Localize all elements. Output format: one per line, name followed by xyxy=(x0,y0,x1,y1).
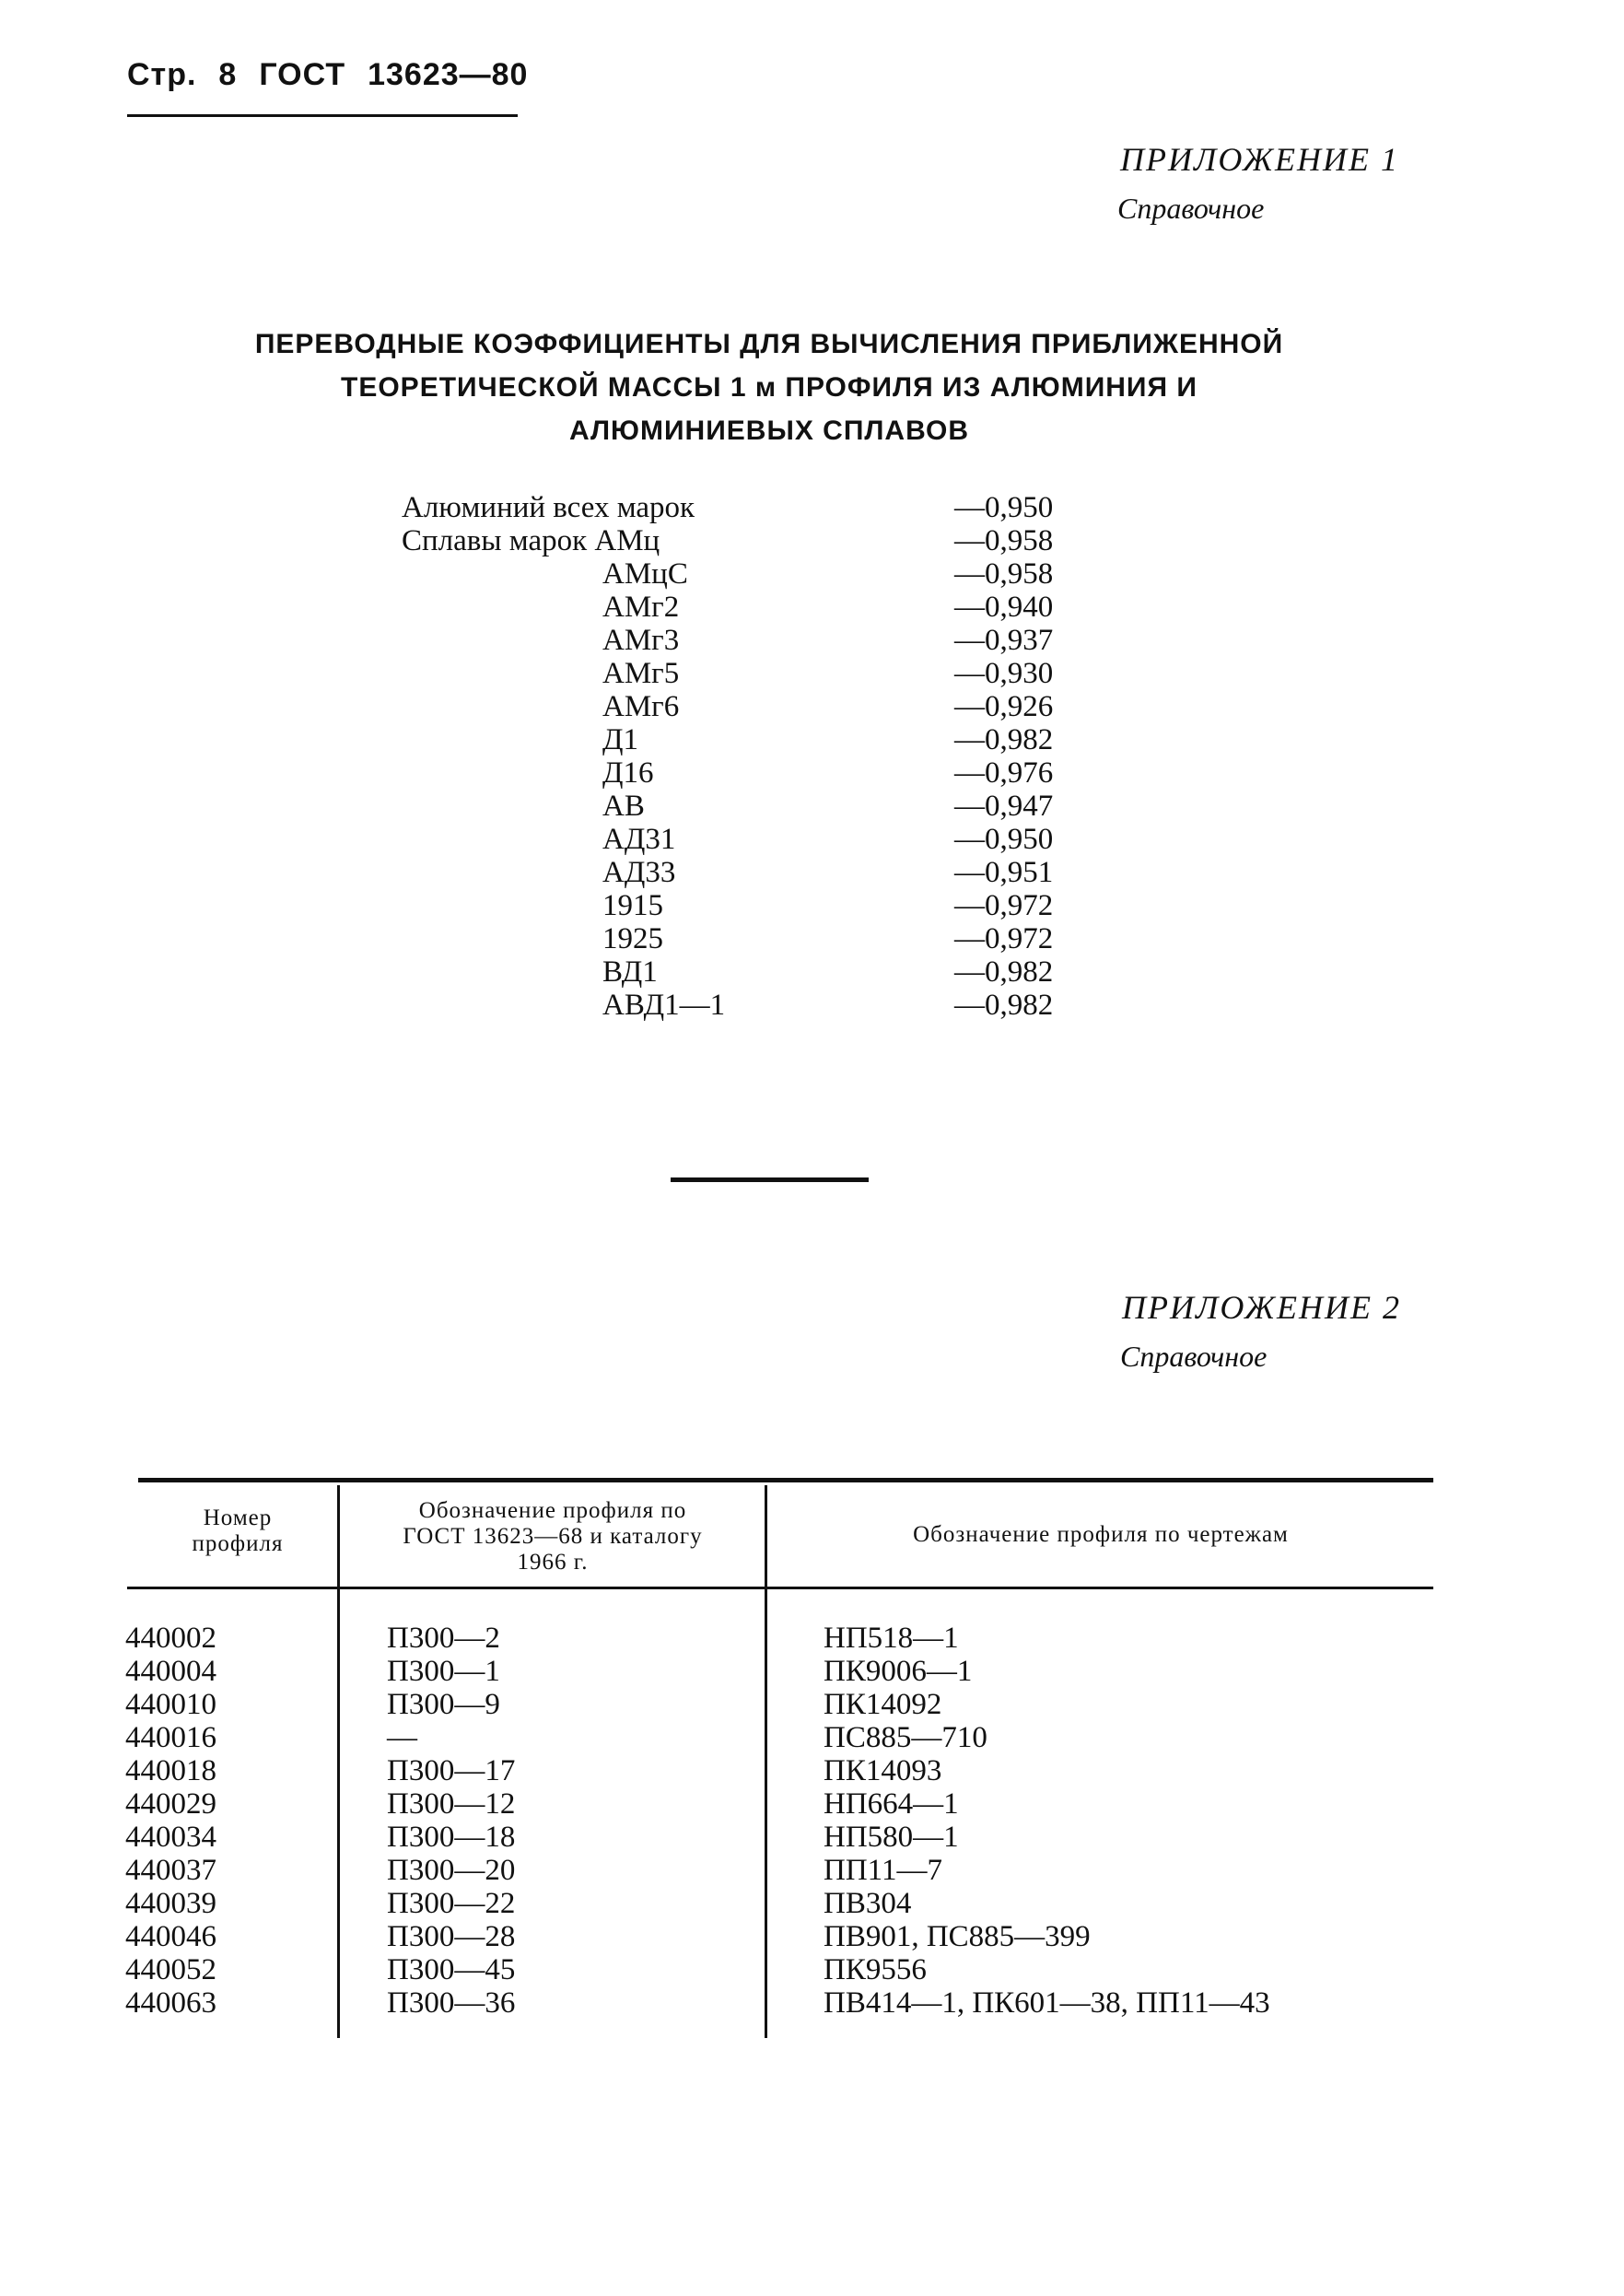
coef-value: —0,951 xyxy=(954,856,1054,889)
cell-drawing: НП518—1 xyxy=(824,1622,959,1655)
title-line-3: АЛЮМИНИЕВЫХ СПЛАВОВ xyxy=(568,416,970,446)
standard-label: ГОСТ xyxy=(259,57,346,92)
coef-name: АД31 xyxy=(602,823,676,856)
coef-row xyxy=(402,591,1083,624)
coef-value: —0,976 xyxy=(954,756,1054,790)
cell-number: 440029 xyxy=(125,1787,216,1821)
coef-row xyxy=(402,856,1083,889)
cell-gost: П300—45 xyxy=(387,1953,516,1986)
section-divider xyxy=(671,1177,869,1182)
coef-value: —0,982 xyxy=(954,955,1054,989)
table-column-divider xyxy=(765,1485,767,2038)
coef-value: —0,947 xyxy=(954,790,1054,823)
coef-name: АД33 xyxy=(602,856,676,889)
cell-gost: П300—1 xyxy=(387,1655,500,1688)
coef-value: —0,950 xyxy=(954,491,1054,524)
cell-drawing: ПВ901, ПС885—399 xyxy=(824,1920,1091,1953)
cell-number: 440018 xyxy=(125,1754,216,1787)
cell-drawing: ПК14092 xyxy=(824,1688,942,1721)
cell-number: 440004 xyxy=(125,1655,216,1688)
cell-gost: П300—9 xyxy=(387,1688,500,1721)
coef-value: —0,972 xyxy=(954,922,1054,955)
coef-value: —0,926 xyxy=(954,690,1054,723)
coef-value: —0,958 xyxy=(954,557,1054,591)
coef-value: —0,982 xyxy=(954,723,1054,756)
title-line-2: ТЕОРЕТИЧЕСКОЙ МАССЫ 1 м ПРОФИЛЯ ИЗ АЛЮМИНИЯ И xyxy=(341,372,1198,403)
coef-value: —0,950 xyxy=(954,823,1054,856)
coef-row xyxy=(402,790,1083,823)
cell-drawing: ПК9556 xyxy=(824,1953,927,1986)
cell-drawing: ПП11—7 xyxy=(824,1854,942,1887)
cell-drawing: НП580—1 xyxy=(824,1821,959,1854)
cell-number: 440052 xyxy=(125,1953,216,1986)
cell-gost: П300—17 xyxy=(387,1754,516,1787)
page-header xyxy=(127,57,550,93)
header-text: 1966 г. xyxy=(517,1550,589,1575)
coef-name: Сплавы марок АМц xyxy=(402,524,660,557)
cell-gost: П300—18 xyxy=(387,1821,516,1854)
coef-name: ВД1 xyxy=(602,955,658,989)
cell-number: 440037 xyxy=(125,1854,216,1887)
cell-gost: П300—28 xyxy=(387,1920,516,1953)
page-number: 8 xyxy=(218,57,238,92)
page-label: Стр. xyxy=(127,57,197,92)
header-text: Номер xyxy=(203,1505,273,1530)
table-top-rule xyxy=(138,1478,1433,1482)
table-header-number xyxy=(138,1505,337,1557)
header-text: Обозначение профиля по xyxy=(418,1498,687,1523)
coef-value: —0,930 xyxy=(954,657,1054,690)
coef-name: Д1 xyxy=(602,723,639,756)
cell-number: 440039 xyxy=(125,1887,216,1920)
coef-row xyxy=(402,922,1083,955)
coef-name: Алюминий всех марок xyxy=(402,491,695,524)
table-header-drawing: Обозначение профиля по чертежам xyxy=(913,1522,1289,1547)
coef-name: 1915 xyxy=(602,889,663,922)
coef-name: АМг6 xyxy=(602,690,680,723)
coef-name: АВ xyxy=(602,790,645,823)
cell-gost: П300—20 xyxy=(387,1854,516,1887)
coef-name: АВД1—1 xyxy=(602,989,726,1022)
table-column-divider xyxy=(337,1485,340,2038)
coef-row xyxy=(402,491,1083,524)
coef-name: АМг2 xyxy=(602,591,680,624)
coef-row xyxy=(402,557,1083,591)
cell-number: 440002 xyxy=(125,1622,216,1655)
appendix2-subtitle: Справочное xyxy=(1120,1340,1268,1373)
coef-value: —0,937 xyxy=(954,624,1054,657)
coef-value: —0,972 xyxy=(954,889,1054,922)
coef-row xyxy=(402,723,1083,756)
coef-row xyxy=(402,624,1083,657)
coef-name: АМг3 xyxy=(602,624,680,657)
cell-gost: П300—36 xyxy=(387,1986,516,2020)
coef-row xyxy=(402,690,1083,723)
cell-number: 440046 xyxy=(125,1920,216,1953)
cell-number: 440034 xyxy=(125,1821,216,1854)
cell-gost: П300—2 xyxy=(387,1622,500,1655)
coefficient-list xyxy=(402,491,1083,1022)
header-text: ГОСТ 13623—68 и каталогу xyxy=(403,1524,703,1549)
cell-drawing: ПК9006—1 xyxy=(824,1655,973,1688)
cell-drawing: ПВ304 xyxy=(824,1887,912,1920)
coef-row xyxy=(402,889,1083,922)
appendix1-title: ПРИЛОЖЕНИЕ 1 xyxy=(1120,141,1399,178)
coef-name: АМг5 xyxy=(602,657,680,690)
cell-number: 440063 xyxy=(125,1986,216,2020)
cell-gost: П300—22 xyxy=(387,1887,516,1920)
table-header-rule xyxy=(127,1587,1433,1589)
coef-value: —0,940 xyxy=(954,591,1054,624)
header-text: профиля xyxy=(192,1531,284,1556)
coef-row xyxy=(402,524,1083,557)
cell-number: 440016 xyxy=(125,1721,216,1754)
standard-number: 13623—80 xyxy=(368,57,529,92)
coef-row xyxy=(402,989,1083,1022)
coef-row xyxy=(402,823,1083,856)
document-title xyxy=(184,322,1354,452)
coef-value: —0,958 xyxy=(954,524,1054,557)
table-header-gost xyxy=(341,1498,765,1576)
coef-name: АМцС xyxy=(602,557,688,591)
coef-name: Д16 xyxy=(602,756,654,790)
cell-gost: П300—12 xyxy=(387,1787,516,1821)
cell-drawing: ПВ414—1, ПК601—38, ПП11—43 xyxy=(824,1986,1270,2020)
cell-number: 440010 xyxy=(125,1688,216,1721)
coef-name: 1925 xyxy=(602,922,663,955)
cell-drawing: ПС885—710 xyxy=(824,1721,987,1754)
appendix2-title: ПРИЛОЖЕНИЕ 2 xyxy=(1122,1289,1401,1326)
coef-value: —0,982 xyxy=(954,989,1054,1022)
appendix1-subtitle: Справочное xyxy=(1117,192,1265,225)
coef-row xyxy=(402,955,1083,989)
cell-gost: — xyxy=(387,1721,417,1754)
title-line-1: ПЕРЕВОДНЫЕ КОЭФФИЦИЕНТЫ ДЛЯ ВЫЧИСЛЕНИЯ ПРИБЛИЖЕННОЙ xyxy=(254,329,1284,359)
cell-drawing: НП664—1 xyxy=(824,1787,959,1821)
header-rule xyxy=(127,114,518,117)
cell-drawing: ПК14093 xyxy=(824,1754,942,1787)
coef-row xyxy=(402,756,1083,790)
coef-row xyxy=(402,657,1083,690)
